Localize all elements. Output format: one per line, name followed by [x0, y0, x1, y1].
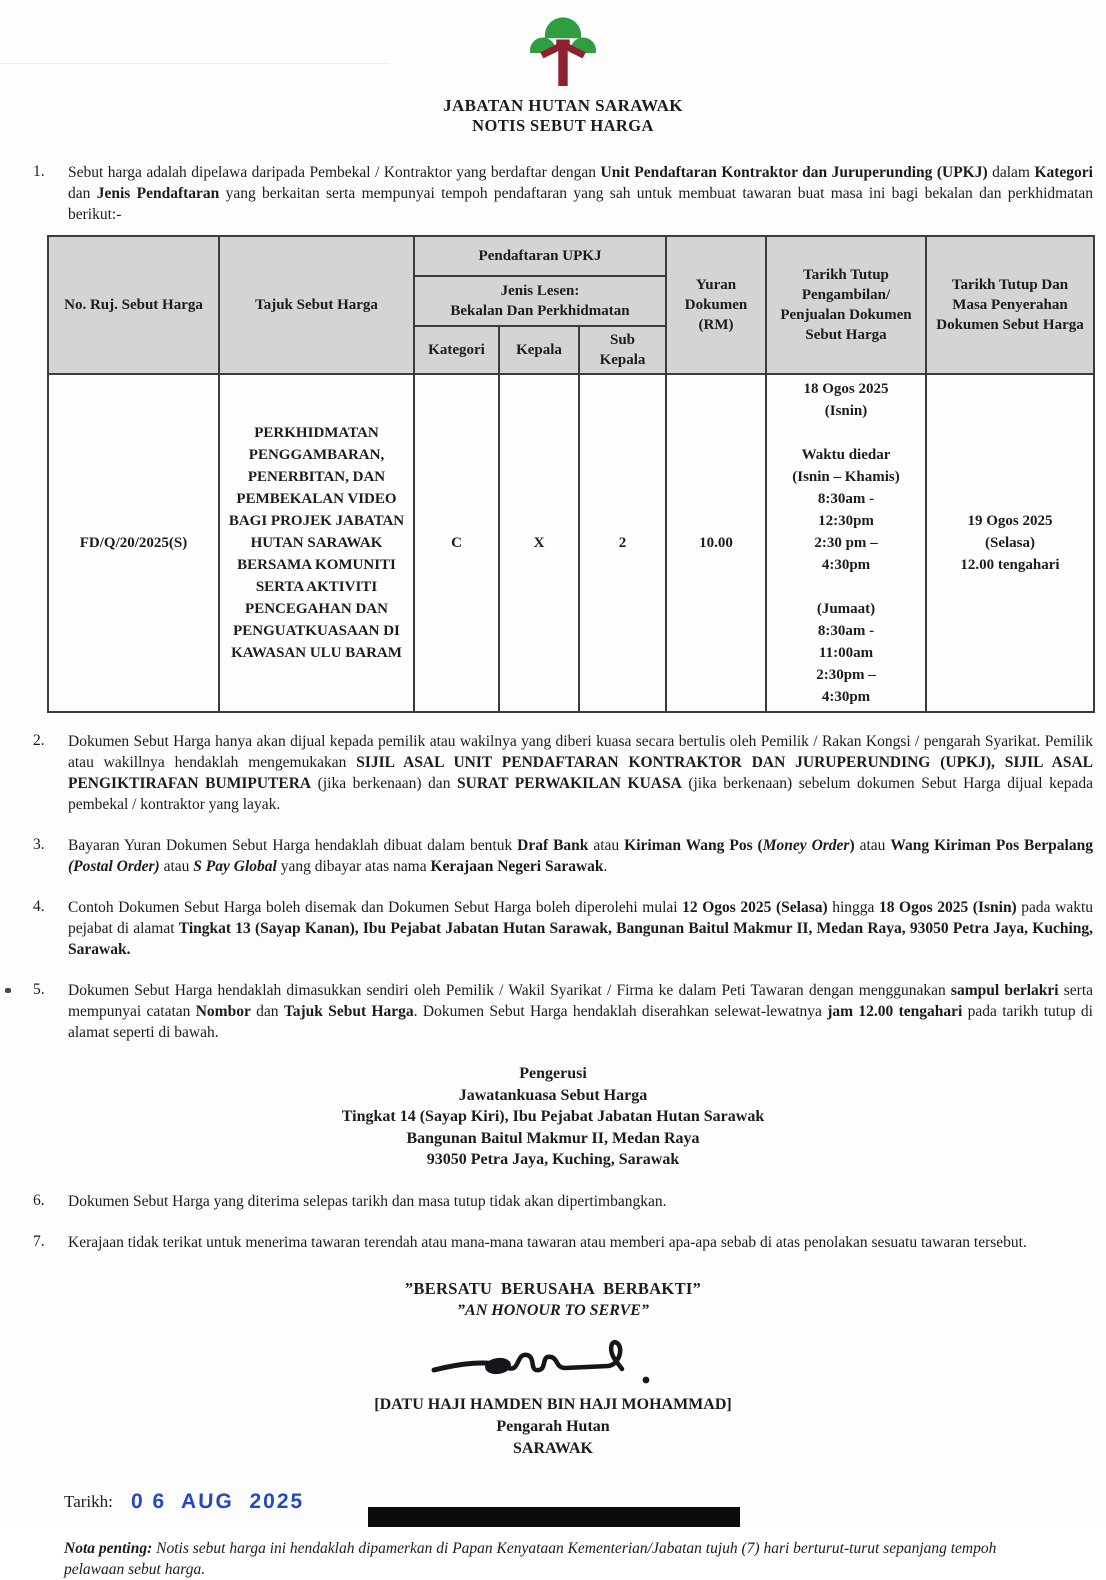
- signatory-title: Pengarah Hutan: [496, 1417, 610, 1435]
- org-name: JABATAN HUTAN SARAWAK: [443, 96, 683, 115]
- table-row: [48, 374, 1094, 712]
- cell-yuran: 10.00: [666, 374, 766, 712]
- motto-english: ”AN HONOUR TO SERVE”: [457, 1301, 649, 1319]
- cell-kategori: C: [414, 374, 499, 712]
- date-label: Tarikh:: [64, 1491, 113, 1511]
- cell-sub-kepala: 2: [579, 374, 666, 712]
- cell-no-ruj: FD/Q/20/2025(S): [48, 374, 219, 712]
- signatory-block: [33, 1394, 1093, 1460]
- motto-malay: ”BERSATU BERUSAHA BERBAKTI”: [404, 1278, 702, 1298]
- clause-number: 4.: [33, 898, 45, 915]
- clause-7: [33, 1232, 1093, 1253]
- signatory-region: SARAWAK: [512, 1439, 593, 1457]
- date-stamp: 0 6 AUG 2025: [130, 1489, 305, 1513]
- signature-scribble: [33, 1332, 1093, 1394]
- clause-text: Contoh Dokumen Sebut Harga boleh disemak dan Dokumen Sebut Harga boleh diperolehi mulai 12 Ogos 2025 (Selasa) hingga 18 Ogos 2025 (Isnin) pada waktu pejabat di alamat Tingkat 13 (Sayap Kanan), Ibu Pejabat Jabatan Hutan Sarawak, Bangunan Baitul Makmur II, Medan Raya, 93050 Petra Jaya, Kuching, Sarawak.: [68, 899, 1094, 958]
- col-header-jenis-lesen: Jenis Lesen: Bekalan Dan Perkhidmatan: [414, 276, 666, 326]
- document-header: [33, 14, 1093, 136]
- forestry-tree-logo-icon: [33, 14, 1093, 94]
- clause-number: 7.: [33, 1232, 45, 1250]
- col-header-tarikh-pengambilan: Tarikh Tutup Pengambilan/ Penjualan Dokumen Sebut Harga: [766, 236, 926, 374]
- bottom-scan-bar: [368, 1507, 740, 1527]
- col-header-sub-kepala: Sub Kepala: [579, 326, 666, 374]
- clause-text: Dokumen Sebut Harga hanya akan dijual kepada pemilik atau wakilnya yang diberi kuasa secara bertulis oleh Pemilik / Rakan Kongsi / pengarah Syarikat. Pemilik atau wakillnya hendaklah mengemukakan SIJIL ASAL UNIT PENDAFTARAN KONTRAKTOR DAN JURUPERUNDING (UPKJ), SIJIL ASAL PENGIKTIRAFAN BUMIPUTERA (jika berkenaan) dan SURAT PERWAKILAN KUASA (jika berkenaan) sebelum dokumen Sebut Harga dijual kepada pembekal / kontraktor yang layak.: [68, 733, 1094, 813]
- clause-number: 5.: [33, 981, 45, 998]
- important-note: Nota penting: Notis sebut harga ini hendaklah dipamerkan di Papan Kenyataan Kementerian/Jabatan tujuh (7) hari berturut-turut sepanjang tempoh pelawaan sebut harga.: [64, 1539, 997, 1578]
- cell-tarikh-pengambilan: 18 Ogos 2025 (Isnin) Waktu diedar (Isnin – Khamis) 8:30am - 12:30pm 2:30 pm – 4:30pm (Jumaat) 8:30am - 11:00am 2:30pm – 4:30pm: [766, 374, 926, 712]
- clause-text: Sebut harga adalah dipelawa daripada Pembekal / Kontraktor yang berdaftar dengan Unit Pendaftaran Kontraktor dan Juruperunding (UPKJ) dalam Kategori dan Jenis Pendaftaran yang berkaitan serta mempunyai tempoh pendaftaran yang sah untuk membuat tawaran buat masa ini bagi bekalan dan perkhidmatan berikut:-: [68, 164, 1094, 223]
- cell-kepala: X: [499, 374, 579, 712]
- col-header-tajuk: Tajuk Sebut Harga: [219, 236, 414, 374]
- col-header-kepala: Kepala: [499, 326, 579, 374]
- clause-text: Dokumen Sebut Harga yang diterima selepas tarikh dan masa tutup tidak akan dipertimbangkan.: [68, 1192, 667, 1210]
- ink-speck-artifact: [5, 988, 11, 993]
- col-header-tarikh-penyerahan: Tarikh Tutup Dan Masa Penyerahan Dokumen Sebut Harga: [926, 236, 1094, 374]
- clause-number: 6.: [33, 1191, 45, 1209]
- col-header-yuran: Yuran Dokumen (RM): [666, 236, 766, 374]
- clause-text: Bayaran Yuran Dokumen Sebut Harga hendaklah dibuat dalam bentuk Draf Bank atau Kiriman Wang Pos (Money Order) atau Wang Kiriman Pos Berpalang (Postal Order) atau S Pay Global yang dibayar atas nama Kerajaan Negeri Sarawak.: [68, 837, 1093, 875]
- clause-number: 3.: [33, 836, 45, 853]
- page-title: NOTIS SEBUT HARGA: [472, 116, 654, 135]
- clause-6: [33, 1191, 1093, 1212]
- clause-number: 2.: [33, 732, 45, 749]
- scan-artifact-line: [0, 63, 390, 64]
- clause-5: [33, 980, 1093, 1043]
- clause-3: [33, 835, 1093, 877]
- clause-text: Kerajaan tidak terikat untuk menerima tawaran terendah atau mana-mana tawaran atau memberi apa-apa sebab di atas penolakan sesuatu tawaran tersebut.: [68, 1233, 1027, 1251]
- motto-block: [33, 1279, 1093, 1320]
- clause-1: [33, 162, 1093, 225]
- clause-text: Dokumen Sebut Harga hendaklah dimasukkan sendiri oleh Pemilik / Wakil Syarikat / Firma ke dalam Peti Tawaran dengan menggunakan sampul berlakri serta mempunyai catatan Nombor dan Tajuk Sebut Harga. Dokumen Sebut Harga hendaklah diserahkan selewat-lewatnya jam 12.00 tengahari pada tarikh tutup di alamat seperti di bawah.: [68, 982, 1094, 1041]
- submission-address-block: Pengerusi Jawatankuasa Sebut Harga Tingkat 14 (Sayap Kiri), Ibu Pejabat Jabatan Hutan Sarawak Bangunan Baitul Makmur II, Medan Raya 93050 Petra Jaya, Kuching, Sarawak: [341, 1065, 765, 1168]
- clause-4: [33, 897, 1093, 960]
- clause-2: [33, 731, 1093, 815]
- tender-table: [47, 235, 1095, 713]
- clause-number: 1.: [33, 163, 45, 180]
- col-header-kategori: Kategori: [414, 326, 499, 374]
- col-header-no-ruj: No. Ruj. Sebut Harga: [48, 236, 219, 374]
- cell-tarikh-penyerahan: 19 Ogos 2025 (Selasa) 12.00 tengahari: [926, 374, 1094, 712]
- signatory-name: [DATU HAJI HAMDEN BIN HAJI MOHAMMAD]: [374, 1395, 732, 1413]
- col-header-pendaftaran-upkj: Pendaftaran UPKJ: [414, 236, 666, 276]
- cell-tajuk: PERKHIDMATAN PENGGAMBARAN, PENERBITAN, DAN PEMBEKALAN VIDEO BAGI PROJEK JABATAN HUTAN SARAWAK BERSAMA KOMUNITI SERTA AKTIVITI PENCEGAHAN DAN PENGUATKUASAAN DI KAWASAN ULU BARAM: [219, 374, 414, 712]
